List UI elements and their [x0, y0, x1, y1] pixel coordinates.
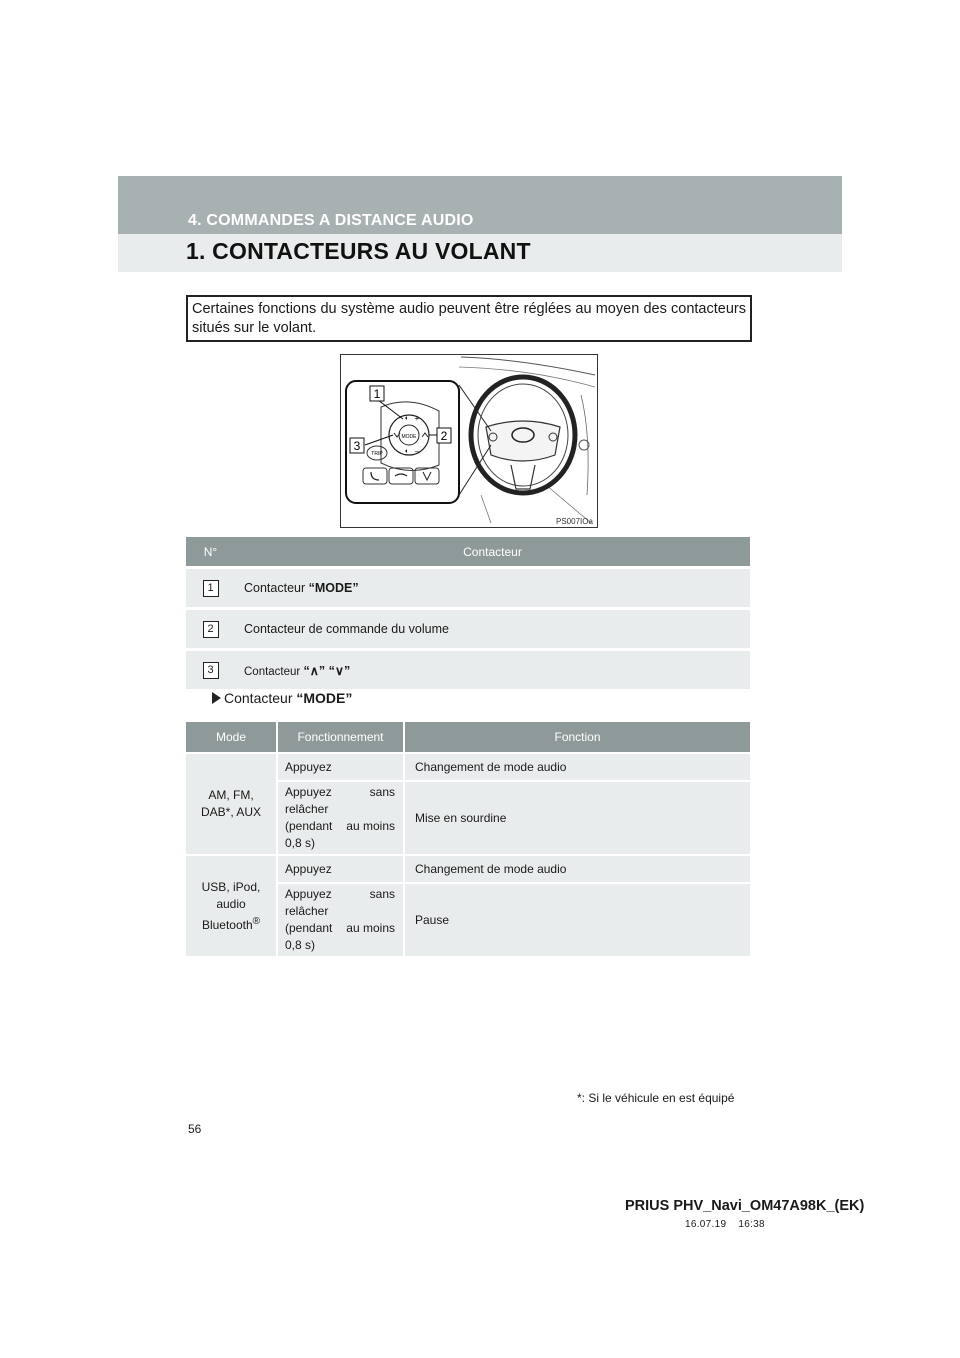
mode-subheading: Contacteur “MODE” — [212, 690, 352, 706]
table-header-row — [186, 537, 750, 568]
row-number: 1 — [203, 580, 219, 597]
table-row — [186, 650, 750, 690]
triangle-bullet-icon — [212, 692, 221, 704]
callout-3: 3 — [353, 439, 361, 453]
steering-wheel-illustration — [341, 355, 597, 527]
table-header-row — [186, 722, 750, 753]
operation-cell: Appuyez — [277, 753, 404, 781]
function-cell: Changement de mode audio — [404, 855, 750, 883]
header-mode: Mode — [186, 722, 277, 753]
header-switch: Contacteur — [235, 537, 750, 568]
table-row — [186, 568, 750, 609]
function-cell: Changement de mode audio — [404, 753, 750, 781]
row-text: Contacteur de commande du volume — [244, 622, 449, 636]
operation-cell: Appuyez — [277, 855, 404, 883]
print-stamp: 16.07.19 16:38 — [685, 1219, 765, 1230]
figure-code: PS007IOa — [556, 517, 593, 526]
footnote: *: Si le véhicule en est équipé — [577, 1091, 735, 1105]
row-text-bold: “∧” “∨” — [303, 663, 351, 678]
table-row — [186, 753, 750, 781]
mode-cell: AM, FM, DAB*, AUX — [186, 753, 277, 855]
steering-wheel-figure — [340, 354, 598, 528]
header-operation: Fonctionnement — [277, 722, 404, 753]
volume-up-label: + — [414, 414, 420, 423]
intro-box: Certaines fonctions du système audio peuvent être réglées au moyen des contacteurs situés sur le volant. — [186, 295, 752, 342]
callout-1: 1 — [373, 387, 381, 401]
callout-2: 2 — [440, 429, 448, 443]
table-row — [186, 855, 750, 883]
page-number: 56 — [188, 1122, 202, 1136]
row-text: Contacteur — [244, 581, 309, 595]
operation-cell: Appuyez sans relâcher (pendant au moins 0,8 s) — [277, 883, 404, 956]
function-cell: Pause — [404, 883, 750, 956]
switch-table — [186, 537, 750, 689]
row-number: 2 — [203, 621, 219, 638]
function-cell: Mise en sourdine — [404, 781, 750, 855]
table-row — [186, 609, 750, 650]
trip-button-label: TRIP — [371, 451, 383, 457]
page-title: 1. CONTACTEURS AU VOLANT — [186, 238, 531, 264]
volume-down-label: – — [414, 447, 420, 456]
row-text-bold: “MODE” — [308, 581, 359, 595]
operation-cell: Appuyez sans relâcher (pendant au moins 0,8 s) — [277, 781, 404, 855]
document-id: PRIUS PHV_Navi_OM47A98K_(EK) — [625, 1198, 865, 1214]
row-number: 3 — [203, 662, 219, 679]
header-function: Fonction — [404, 722, 750, 753]
header-number: N° — [186, 537, 235, 568]
mode-table — [186, 722, 750, 956]
row-text: Contacteur — [244, 665, 304, 678]
section-title: 4. COMMANDES A DISTANCE AUDIO — [188, 212, 474, 229]
mode-cell: USB, iPod, audio Bluetooth® — [186, 855, 277, 956]
mode-button-label: MODE — [401, 434, 417, 440]
